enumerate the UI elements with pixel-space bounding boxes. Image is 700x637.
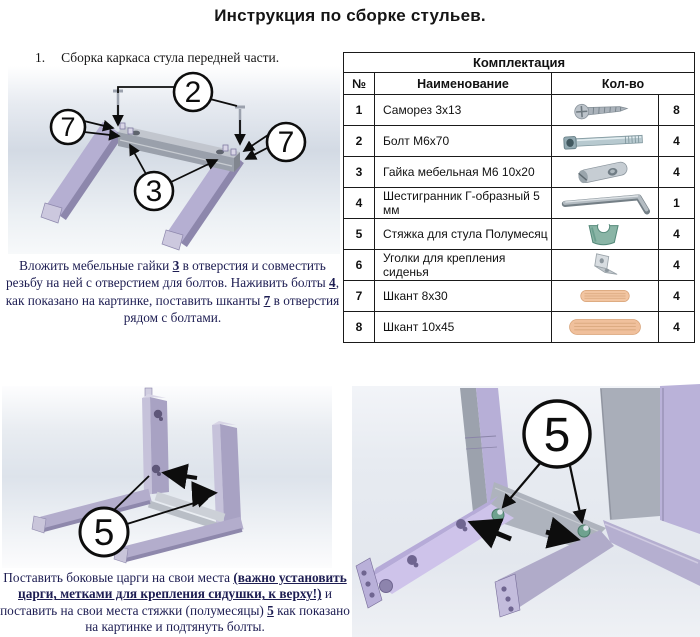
step-number: 1.	[35, 50, 46, 65]
instruction-paragraph-2	[0, 570, 350, 636]
p1-text: в отверстия и совместить резьбу на ней с отверстием для болтов. Наживить болты	[5, 258, 330, 291]
parts-table-title: Комплектация	[344, 53, 695, 73]
row-num: 2	[344, 126, 375, 157]
row-qty: 1	[659, 188, 695, 219]
p1-text: , как показано на картинке, поставить шканты	[5, 275, 340, 308]
p1-text: Вложить мебельные гайки	[19, 258, 173, 273]
right-back-post	[212, 421, 241, 523]
p1-text: в отверстия рядом с болтами.	[123, 292, 340, 325]
row-qty: 4	[659, 312, 695, 343]
col-header-qty: Кол-во	[552, 73, 695, 95]
row-qty: 4	[659, 281, 695, 312]
row-name: Шкант 8х30	[375, 281, 552, 312]
callout-3	[135, 172, 173, 210]
row-qty: 4	[659, 250, 695, 281]
table-row	[344, 126, 695, 157]
row-num: 8	[344, 312, 375, 343]
row-name: Уголки для крепления сиденья	[375, 250, 552, 281]
p1-ref-7: 7	[263, 292, 271, 308]
dowel-small-icon	[555, 282, 655, 310]
table-row	[344, 95, 695, 126]
p2-ref-5: 5	[267, 602, 274, 618]
half-moon-tie-icon	[555, 220, 655, 248]
side-frames-diagram	[0, 372, 345, 570]
keyhole	[152, 465, 160, 473]
right-panel	[600, 384, 700, 534]
row-qty: 4	[659, 157, 695, 188]
row-num: 4	[344, 188, 375, 219]
row-name: Саморез 3х13	[375, 95, 552, 126]
callout-5	[80, 508, 128, 556]
table-row	[344, 188, 695, 219]
callout-7-right	[267, 123, 305, 161]
p2-text: и поставить на свои места стяжки (полумесяцы)	[0, 586, 332, 618]
row-qty: 4	[659, 219, 695, 250]
callout-5	[524, 401, 590, 467]
p1-ref-3: 3	[172, 258, 180, 273]
table-row	[344, 219, 695, 250]
row-num: 3	[344, 157, 375, 188]
svg-text:5: 5	[93, 512, 115, 553]
instruction-paragraph-1	[2, 257, 343, 326]
row-name: Шкант 10х45	[375, 312, 552, 343]
keyhole	[154, 410, 162, 418]
right-post	[660, 384, 700, 534]
svg-text:5: 5	[543, 409, 571, 462]
row-num: 7	[344, 281, 375, 312]
front-frame-diagram	[8, 60, 340, 256]
p2-emphasis: (важно установить царги, метками для крепления сидушки, к верху!)	[18, 570, 347, 602]
row-num: 6	[344, 250, 375, 281]
svg-text:7: 7	[60, 112, 76, 142]
dowel-large-icon	[555, 313, 655, 341]
p1-ref-4: 4	[329, 275, 336, 291]
row-name: Шестигранник Г-образный 5 мм	[375, 188, 552, 219]
step-text: Сборка каркаса стула передней части.	[61, 50, 280, 65]
table-row	[344, 157, 695, 188]
svg-text:2: 2	[184, 76, 202, 109]
barrel-nut-icon	[555, 158, 655, 186]
col-header-name: Наименование	[375, 73, 552, 95]
p2-text: Поставить боковые царги на свои места	[3, 570, 234, 585]
svg-text:7: 7	[277, 126, 295, 159]
half-moon-tie	[492, 509, 504, 521]
table-row	[344, 281, 695, 312]
row-name: Стяжка для стула Полумесяц	[375, 219, 552, 250]
col-header-num: №	[344, 73, 375, 95]
screw-icon	[555, 96, 655, 124]
half-moon-tie	[578, 525, 590, 537]
table-row	[344, 312, 695, 343]
row-name: Болт М6х70	[375, 126, 552, 157]
row-qty: 4	[659, 126, 695, 157]
bolt-icon	[555, 127, 655, 155]
row-num: 5	[344, 219, 375, 250]
callout-7-left	[51, 110, 85, 144]
p2-text: как показано на картинке и подтянуть болты.	[85, 602, 350, 635]
hex-key-icon	[555, 189, 655, 217]
row-name: Гайка мебельная М6 10х20	[375, 157, 552, 188]
row-qty: 8	[659, 95, 695, 126]
page-title: Инструкция по сборке стульев.	[214, 6, 486, 25]
table-row	[344, 250, 695, 281]
tie-closeup-diagram	[348, 370, 700, 637]
parts-table	[343, 52, 695, 343]
row-num: 1	[344, 95, 375, 126]
svg-text:3: 3	[145, 175, 163, 208]
callout-2	[174, 73, 212, 111]
angle-bracket-icon	[555, 251, 655, 279]
